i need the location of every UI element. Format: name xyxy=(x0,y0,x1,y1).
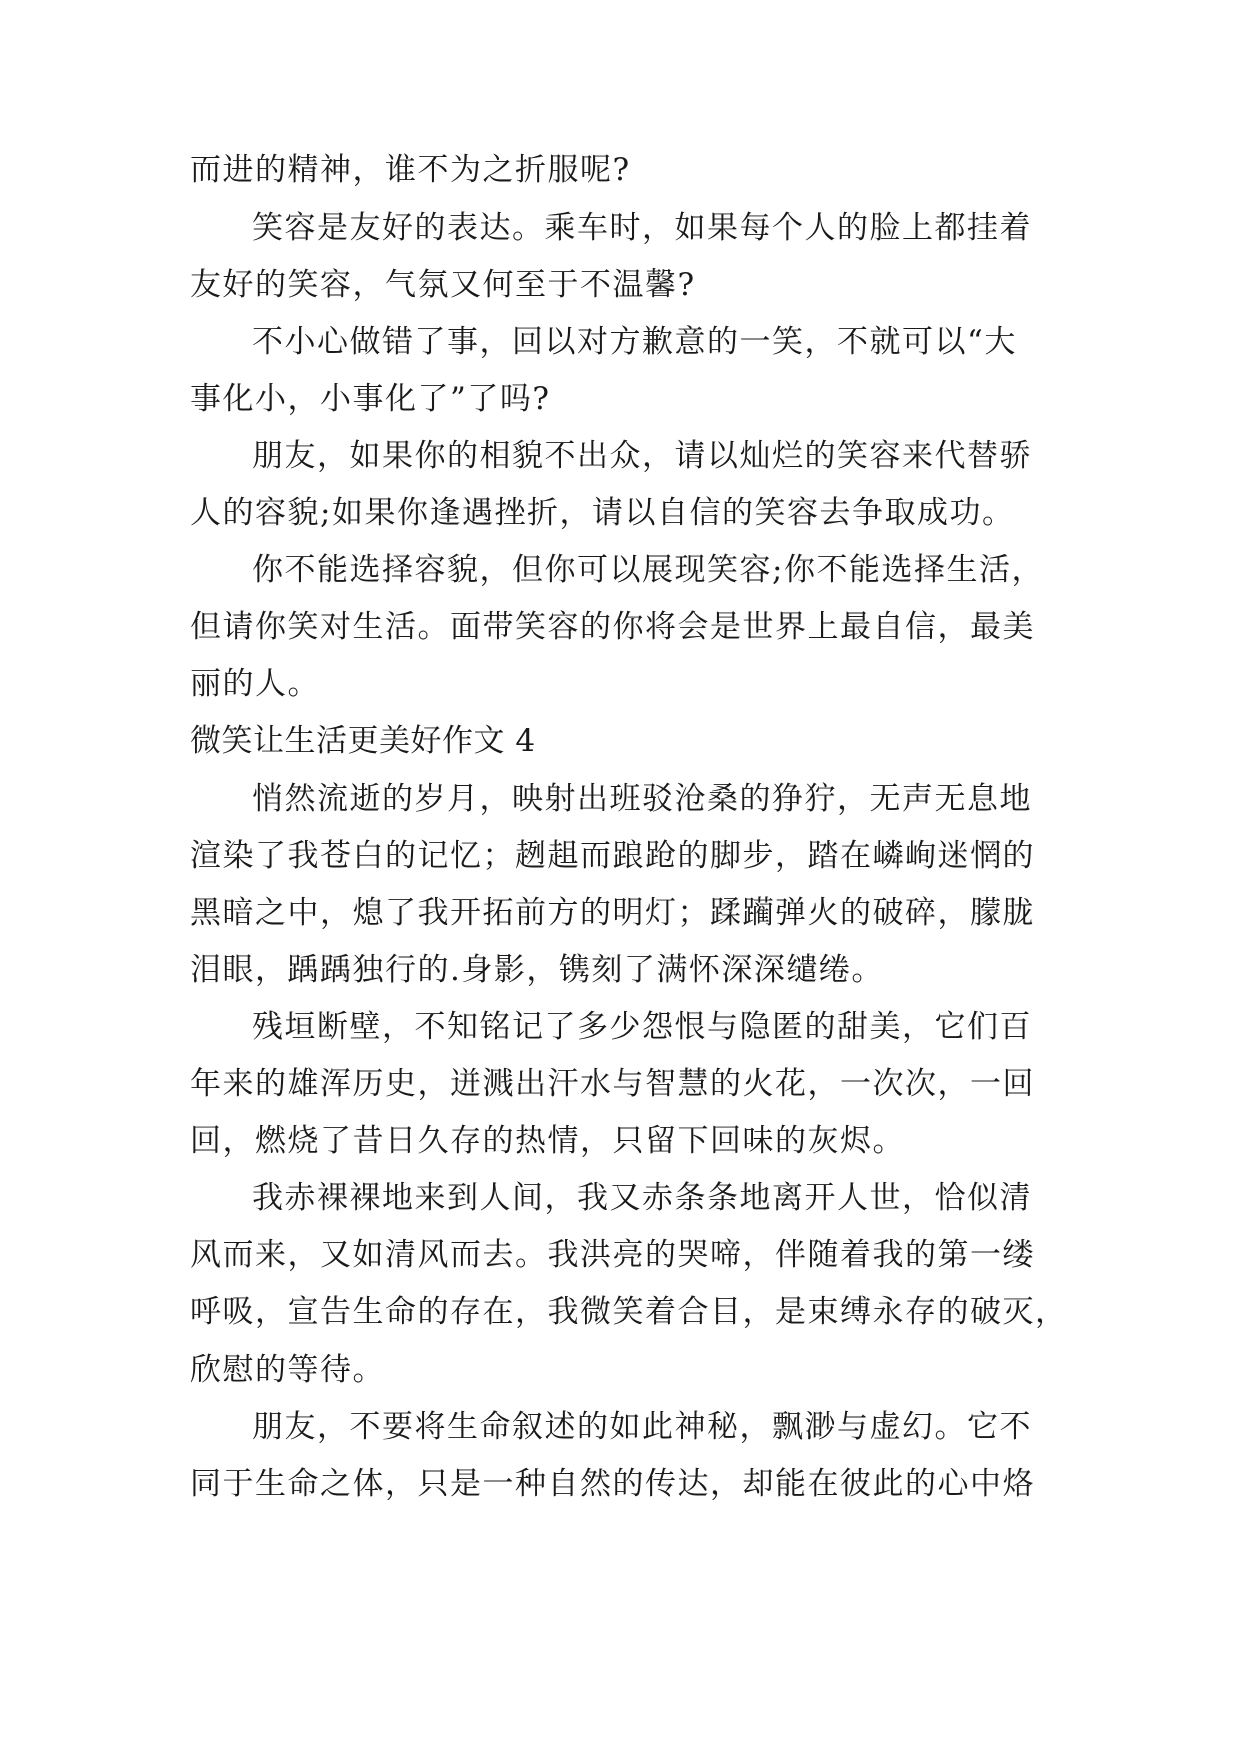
paragraph-first-line: 不小心做错了事，回以对方歉意的一笑，不就可以“大 xyxy=(252,324,1017,360)
text-line: 风而来，又如清风而去。我洪亮的哭啼，伴随着我的第一缕 xyxy=(190,1237,1035,1273)
paragraph-first-line: 笑容是友好的表达。乘车时，如果每个人的脸上都挂着 xyxy=(252,210,1032,246)
text-line: 而进的精神，谁不为之折服呢? xyxy=(190,152,631,188)
paragraph-first-line: 悄然流逝的岁月，映射出班驳沧桑的狰狞，无声无息地 xyxy=(252,781,1032,817)
paragraph-first-line: 残垣断壁，不知铭记了多少怨恨与隐匿的甜美，它们百 xyxy=(252,1009,1032,1045)
text-line: 泪眼，踽踽独行的.身影，镌刻了满怀深深缱绻。 xyxy=(190,952,884,988)
text-line: 同于生命之体，只是一种自然的传达，却能在彼此的心中烙 xyxy=(190,1466,1035,1502)
text-line: 事化小，小事化了”了吗? xyxy=(190,381,551,417)
text-line: 呼吸，宣告生命的存在，我微笑着合目，是束缚永存的破灭， xyxy=(190,1294,1068,1330)
text-line: 人的容貌;如果你逢遇挫折，请以自信的笑容去争取成功。 xyxy=(190,495,1015,531)
text-line: 黑暗之中，熄了我开拓前方的明灯；蹂躏弹火的破碎，朦胧 xyxy=(190,895,1035,931)
paragraph-first-line: 我赤裸裸地来到人间，我又赤条条地离开人世，恰似清 xyxy=(252,1180,1032,1216)
text-line: 回，燃烧了昔日久存的热情，只留下回味的灰烬。 xyxy=(190,1123,905,1159)
text-line: 年来的雄浑历史，迸溅出汗水与智慧的火花，一次次，一回 xyxy=(190,1066,1035,1102)
section-heading: 微笑让生活更美好作文 4 xyxy=(190,723,536,759)
text-line: 友好的笑容，气氛又何至于不温馨? xyxy=(190,267,696,303)
text-line: 欣慰的等待。 xyxy=(190,1352,385,1388)
text-line: 丽的人。 xyxy=(190,666,320,702)
text-line: 渲染了我苍白的记忆；趔趄而踉跄的脚步，踏在嶙峋迷惘的 xyxy=(190,838,1035,874)
paragraph-first-line: 你不能选择容貌，但你可以展现笑容;你不能选择生活， xyxy=(252,552,1044,588)
text-line: 但请你笑对生活。面带笑容的你将会是世界上最自信，最美 xyxy=(190,609,1035,645)
paragraph-first-line: 朋友，不要将生命叙述的如此神秘，飘渺与虚幻。它不 xyxy=(252,1409,1032,1445)
paragraph-first-line: 朋友，如果你的相貌不出众，请以灿烂的笑容来代替骄 xyxy=(252,438,1032,474)
